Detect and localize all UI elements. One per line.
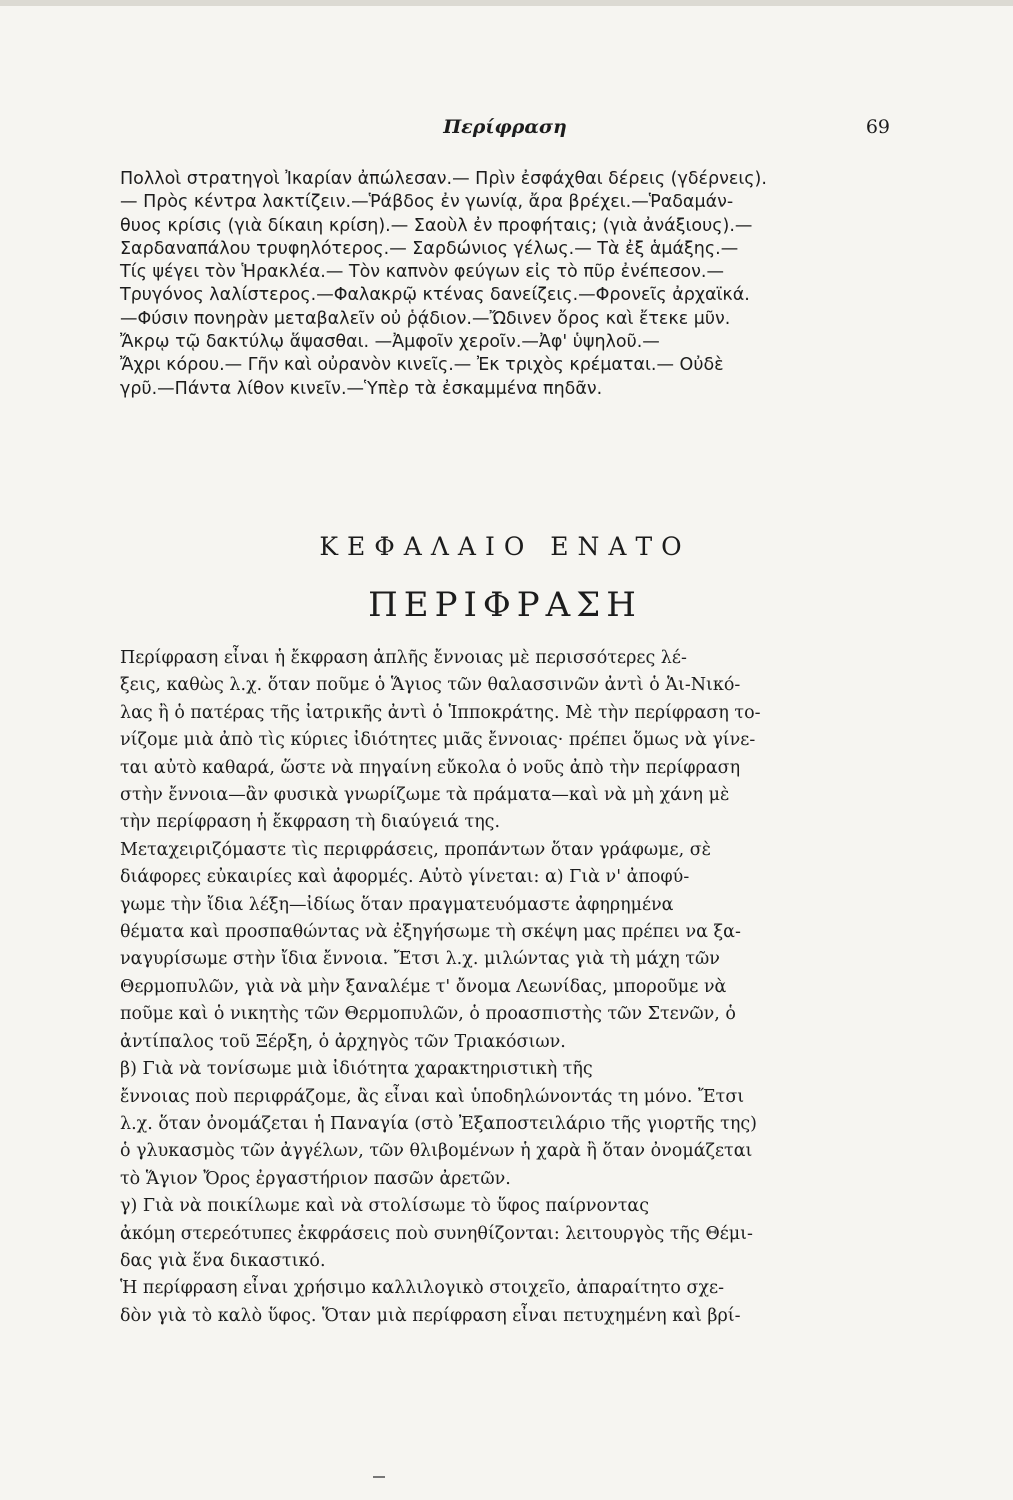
body-line: ποῦμε καὶ ὁ νικητὴς τῶν Θερμοπυλῶν, ὁ προασπιστὴς τῶν Στενῶν, ὁ — [120, 1004, 736, 1025]
proverb-line: θυος κρίσις (γιὰ δίκαιη κρίση).— Σαοὺλ ἐν προφήταις; (γιὰ ἀνάξιους).— — [120, 215, 753, 236]
footer-mark — [373, 1476, 385, 1478]
page-number: 69 — [865, 116, 890, 138]
body-line: στὴν ἔννοια—ἂν φυσικὰ γνωρίζωμε τὰ πράματα—καὶ νὰ μὴ χάνη μὲ — [120, 785, 730, 806]
chapter-label: ΚΕΦΑΛΑΙΟ ΕΝΑΤΟ — [319, 532, 691, 561]
body-line: Ἡ περίφραση εἶναι χρήσιμο καλλιλογικὸ στοιχεῖο, ἀπαραίτητο σχε- — [120, 1278, 725, 1299]
body-line: ἔννοιας ποὺ περιφράζομε, ἂς εἶναι καὶ ὑποδηλώνοντάς τη μόνο. Ἔτσι — [120, 1086, 745, 1107]
page-top-edge — [0, 0, 1013, 6]
body-line: διάφορες εὐκαιρίες καὶ ἀφορμές. Αὐτὸ γίνεται: α) Γιὰ ν' ἀποφύ- — [120, 867, 690, 888]
body-line: δας γιὰ ἕνα δικαστικό. — [120, 1250, 326, 1271]
body-line: ἀκόμη στερεότυπες ἐκφράσεις ποὺ συνηθίζονται: λειτουργὸς τῆς Θέμι- — [120, 1223, 753, 1244]
body-line: δὸν γιὰ τὸ καλὸ ὕφος. Ὅταν μιὰ περίφραση εἶναι πετυχημένη καὶ βρί- — [120, 1305, 741, 1326]
running-title: Περίφραση — [443, 116, 567, 138]
chapter-body — [120, 645, 890, 1330]
chapter-title: ΠΕΡΙΦΡΑΣΗ — [368, 585, 642, 625]
proverb-line: Τίς ψέγει τὸν Ἡρακλέα.— Τὸν καπνὸν φεύγων εἰς τὸ πῦρ ἐνέπεσον.— — [120, 262, 724, 283]
body-line: νίζομε μιὰ ἀπὸ τὶς κύριες ἰδιότητες μιᾶς ἔννοιας· πρέπει ὅμως νὰ γίνε- — [120, 730, 756, 751]
proverb-line: — Πρὸς κέντρα λακτίζειν.—Ῥάβδος ἐν γωνίᾳ, ἄρα βρέχει.—Ῥαδαμάν- — [120, 192, 734, 213]
body-line: τὴν περίφραση ἡ ἔκφραση τὴ διαύγειά της. — [120, 812, 501, 833]
body-line: ὁ γλυκασμὸς τῶν ἀγγέλων, τῶν θλιβομένων ἡ χαρὰ ἢ ὅταν ὀνομάζεται — [120, 1141, 753, 1162]
body-line: Περίφραση εἶναι ἡ ἔκφραση ἁπλῆς ἔννοιας μὲ περισσότερες λέ- — [120, 648, 687, 668]
body-line: γωμε τὴν ἴδια λέξη—ἰδίως ὅταν πραγματευόμαστε ἀφηρημένα — [120, 894, 674, 915]
proverb-line: γρῦ.—Πάντα λίθον κινεῖν.—Ὑπὲρ τὰ ἐσκαμμένα πηδᾶν. — [120, 378, 603, 399]
body-line: ξεις, καθὼς λ.χ. ὅταν ποῦμε ὁ Ἅγιος τῶν θαλασσινῶν ἀντὶ ὁ Ἁι-Νικό- — [120, 675, 741, 696]
proverb-line: Σαρδαναπάλου τρυφηλότερος.— Σαρδώνιος γέλως.— Τὰ ἐξ ἁμάξης.— — [120, 238, 739, 259]
body-line: ναγυρίσωμε στὴν ἴδια ἔννοια. Ἔτσι λ.χ. μιλώντας γιὰ τὴ μάχη τῶν — [120, 949, 720, 970]
body-line: Μεταχειριζόμαστε τὶς περιφράσεις, προπάντων ὅταν γράφωμε, σὲ — [120, 839, 712, 860]
proverb-line: Ἄχρι κόρου.— Γῆν καὶ οὐρανὸν κινεῖς.— Ἐκ τριχὸς κρέμαται.— Οὐδὲ — [120, 355, 724, 376]
body-line: τὸ Ἅγιον Ὄρος ἐργαστήριον πασῶν ἀρετῶν. — [120, 1168, 511, 1189]
body-line: λας ἢ ὁ πατέρας τῆς ἰατρικῆς ἀντὶ ὁ Ἱπποκράτης. Μὲ τὴν περίφραση το- — [120, 702, 761, 723]
body-line: ἀντίπαλος τοῦ Ξέρξη, ὁ ἀρχηγὸς τῶν Τριακόσιων. — [120, 1031, 566, 1052]
proverb-line: Τρυγόνος λαλίστερος.—Φαλακρῷ κτένας δανείζεις.—Φρονεῖς ἀρχαϊκά. — [120, 285, 750, 306]
body-line: θέματα καὶ προσπαθώντας νὰ ἐξηγήσωμε τὴ σκέψη μας πρέπει να ξα- — [120, 922, 741, 943]
body-line: Θερμοπυλῶν, γιὰ νὰ μὴν ξαναλέμε τ' ὄνομα Λεωνίδας, μποροῦμε νὰ — [120, 976, 727, 997]
proverb-line: Ἄκρῳ τῷ δακτύλῳ ἅψασθαι. —Ἀμφοῖν χεροῖν.—Ἀφ' ὑψηλοῦ.— — [120, 332, 660, 353]
body-line: γ) Γιὰ νὰ ποικίλωμε καὶ νὰ στολίσωμε τὸ ὕφος παίρνοντας — [120, 1196, 649, 1217]
body-line: β) Γιὰ νὰ τονίσωμε μιὰ ἰδιότητα χαρακτηριστικὴ τῆς — [120, 1059, 593, 1080]
proverb-line: Πολλοὶ στρατηγοὶ Ἰκαρίαν ἀπώλεσαν.— Πρὶν ἐσφάχθαι δέρεις (γδέρνεις). — [120, 169, 767, 189]
proverb-list — [120, 168, 890, 401]
proverb-line: —Φύσιν πονηρὰν μεταβαλεῖν οὐ ῥᾴδιον.—Ὤδινεν ὄρος καὶ ἔτεκε μῦν. — [120, 308, 731, 329]
page-header — [120, 116, 890, 146]
body-line: λ.χ. ὅταν ὀνομάζεται ἡ Παναγία (στὸ Ἐξαποστειλάριο τῆς γιορτῆς της) — [120, 1113, 757, 1134]
body-line: ται αὐτὸ καθαρά, ὥστε νὰ πηγαίνη εὔκολα ὁ νοῦς ἀπὸ τὴν περίφραση — [120, 757, 741, 778]
